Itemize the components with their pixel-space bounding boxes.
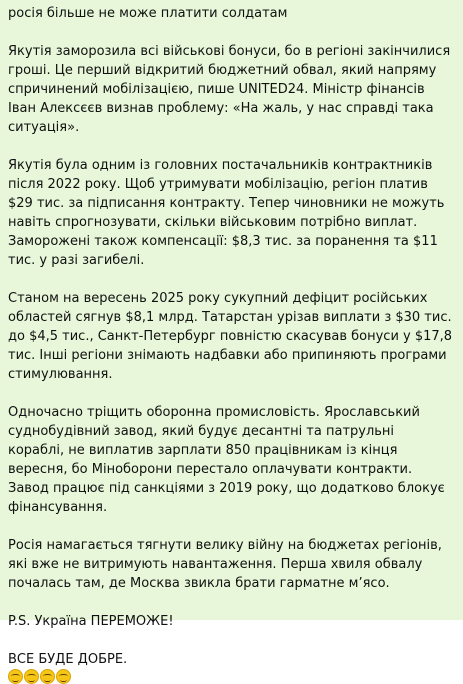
message-paragraph-1: росія більше не може платити солдатам [8,6,288,21]
emoji-row [8,669,453,684]
grin-emoji-icon [24,669,39,684]
message-paragraph-ps: P.S. Україна ПЕРЕМОЖЕ! [8,614,174,629]
grin-emoji-icon [8,669,23,684]
grin-emoji-icon [56,669,71,684]
message-paragraph-closing: ВСЕ БУДЕ ДОБРЕ. [8,652,128,667]
grin-emoji-icon [40,669,55,684]
message-paragraph-2: Якутія заморозила всі військові бонуси, бо в регіоні закінчилися гроші. Це перший відкритий бюджетний обвал, який напряму спричинений мобілізацією, пише UNITED24. Міністр фінансів Іван Алексєєв визнав проблему: «На жаль, у нас справді така ситуація». [8,44,451,135]
message-paragraph-6: Росія намагається тягнути велику війну на бюджетах регіонів, які вже не витримують навантаження. Перша хвиля обвалу почалась там, де Москва звикла брати гарматне м’ясо. [8,538,442,591]
message-paragraph-5: Одночасно тріщить оборонна промисловість. Ярославський суднобудівний завод, який будує десантні та патрульні кораблі, не виплатив зарплати 850 працівникам із кінця вересня, бо Міноборони перестало оплачувати контракти. Завод працює під санкціями з 2019 року, що додатково блокує фінансування. [8,405,445,515]
message-paragraph-3: Якутія була одним із головних постачальників контрактників після 2022 року. Щоб утримувати мобілізацію, регіон платив $29 тис. за підписання контракту. Тепер чиновники не можуть навіть спрогнозувати, скільки військовим потрібно виплат. Заморожені також компенсації: $8,3 тис. за поранення та $11 тис. у разі загибелі. [8,158,445,268]
message-paragraph-4: Станом на вересень 2025 року сукупний дефіцит російських областей сягнув $8,1 млрд. Татарстан урізав виплати з $30 тис. до $4,5 тис., Санкт-Петербург повністю скасував бонуси у $17,8 тис. Інші регіони знімають надбавки або припиняють програми стимулювання. [8,291,453,382]
